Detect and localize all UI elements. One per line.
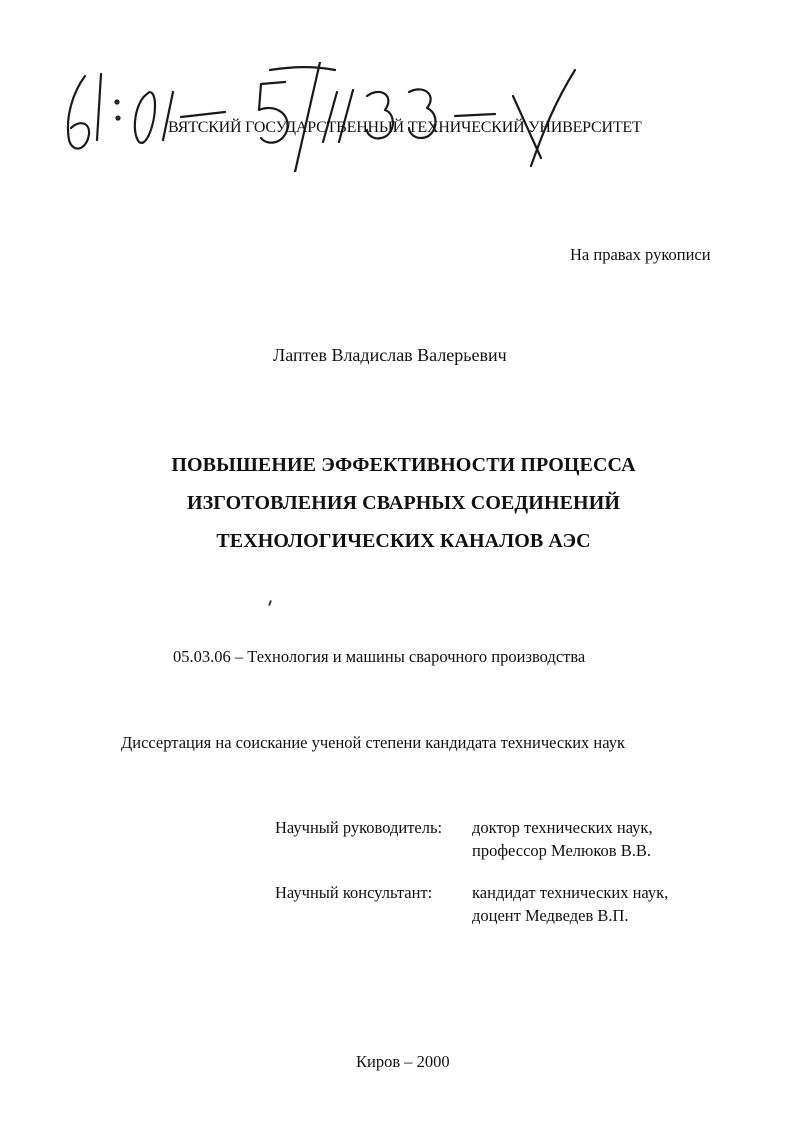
- degree-statement: Диссертация на соискание ученой степени кандидата технических наук: [121, 733, 625, 752]
- university-name: ВЯТСКИЙ ГОСУДАРСТВЕННЫЙ ТЕХНИЧЕСКИЙ УНИВЕРСИТЕТ: [168, 119, 642, 136]
- scan-speck: [268, 600, 272, 606]
- handwritten-archive-code: [55, 62, 615, 172]
- consultant-label: Научный консультант:: [275, 883, 433, 902]
- city-year: Киров – 2000: [356, 1052, 450, 1071]
- title-line-3: ТЕХНОЛОГИЧЕСКИХ КАНАЛОВ АЭС: [216, 530, 591, 552]
- consultant-name: доцент Медведев В.П.: [472, 906, 629, 925]
- advisor-name: профессор Мелюков В.В.: [472, 841, 651, 860]
- specialty-code: 05.03.06 – Технология и машины сварочного производства: [173, 647, 586, 666]
- title-line-1: ПОВЫШЕНИЕ ЭФФЕКТИВНОСТИ ПРОЦЕССА: [171, 454, 636, 476]
- consultant-degree: кандидат технических наук,: [472, 883, 669, 902]
- rights-notice: На правах рукописи: [570, 245, 711, 264]
- advisor-label: Научный руководитель:: [275, 818, 443, 837]
- advisor-degree: доктор технических наук,: [472, 818, 653, 837]
- title-line-2: ИЗГОТОВЛЕНИЯ СВАРНЫХ СОЕДИНЕНИЙ: [186, 492, 621, 514]
- author-name: Лаптев Владислав Валерьевич: [273, 345, 507, 365]
- handwritten-code-strokes: [55, 62, 615, 172]
- dissertation-title: [0, 446, 793, 560]
